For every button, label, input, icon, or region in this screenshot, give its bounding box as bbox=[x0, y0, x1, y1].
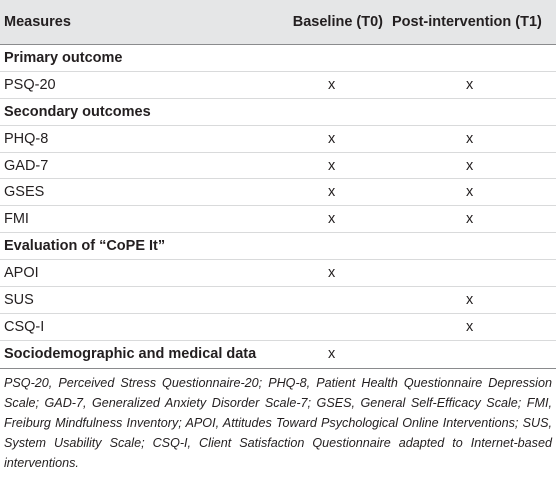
baseline-mark: x bbox=[270, 179, 389, 206]
post-intervention-mark: x bbox=[389, 71, 556, 98]
table-row bbox=[0, 152, 556, 179]
row-label: SUS bbox=[0, 287, 270, 314]
baseline-mark bbox=[270, 98, 389, 125]
table-row bbox=[0, 313, 556, 340]
baseline-mark: x bbox=[270, 152, 389, 179]
table-row bbox=[0, 340, 556, 368]
row-label: Secondary outcomes bbox=[0, 98, 270, 125]
table-row bbox=[0, 179, 556, 206]
header-measures: Measures bbox=[0, 0, 270, 45]
baseline-mark bbox=[270, 313, 389, 340]
baseline-mark: x bbox=[270, 71, 389, 98]
post-intervention-mark: x bbox=[389, 313, 556, 340]
table-row bbox=[0, 71, 556, 98]
baseline-mark bbox=[270, 287, 389, 314]
header-baseline: Baseline (T0) bbox=[270, 0, 389, 45]
table-header bbox=[0, 0, 556, 45]
post-intervention-mark bbox=[389, 260, 556, 287]
post-intervention-mark: x bbox=[389, 179, 556, 206]
post-intervention-mark: x bbox=[389, 125, 556, 152]
table-row bbox=[0, 287, 556, 314]
baseline-mark: x bbox=[270, 260, 389, 287]
post-intervention-mark: x bbox=[389, 287, 556, 314]
row-label: APOI bbox=[0, 260, 270, 287]
table-row bbox=[0, 125, 556, 152]
table-row bbox=[0, 233, 556, 260]
row-label: Evaluation of “CoPE It” bbox=[0, 233, 270, 260]
baseline-mark: x bbox=[270, 206, 389, 233]
post-intervention-mark bbox=[389, 340, 556, 368]
table-footnote: PSQ-20, Perceived Stress Questionnaire-20; PHQ-8, Patient Health Questionnaire Depression Scale; GAD-7, Generalized Anxiety Disorder Scale-7; GSES, General Self-Efficacy Scale; FMI, Freiburg Mindfulness Inventory; APOI, Attitudes Toward Psychological Online Interventions; SUS, System Usability Scale; CSQ-I, Client Satisfaction Questionnaire adapted to Internet-based interventions. bbox=[4, 376, 552, 470]
header-row bbox=[0, 0, 556, 45]
row-label: FMI bbox=[0, 206, 270, 233]
post-intervention-mark bbox=[389, 233, 556, 260]
post-intervention-mark: x bbox=[389, 206, 556, 233]
post-intervention-mark bbox=[389, 98, 556, 125]
row-label: GAD-7 bbox=[0, 152, 270, 179]
table-body bbox=[0, 45, 556, 369]
baseline-mark bbox=[270, 233, 389, 260]
row-label: PSQ-20 bbox=[0, 71, 270, 98]
row-label: GSES bbox=[0, 179, 270, 206]
row-label: PHQ-8 bbox=[0, 125, 270, 152]
table-row bbox=[0, 206, 556, 233]
baseline-mark: x bbox=[270, 340, 389, 368]
header-post-intervention: Post-intervention (T1) bbox=[389, 0, 556, 45]
row-label: Primary outcome bbox=[0, 45, 270, 72]
post-intervention-mark: x bbox=[389, 152, 556, 179]
post-intervention-mark bbox=[389, 45, 556, 72]
row-label: CSQ-I bbox=[0, 313, 270, 340]
row-label: Sociodemographic and medical data bbox=[0, 340, 270, 368]
table-row bbox=[0, 98, 556, 125]
baseline-mark bbox=[270, 45, 389, 72]
table-row bbox=[0, 260, 556, 287]
table-row bbox=[0, 45, 556, 72]
baseline-mark: x bbox=[270, 125, 389, 152]
